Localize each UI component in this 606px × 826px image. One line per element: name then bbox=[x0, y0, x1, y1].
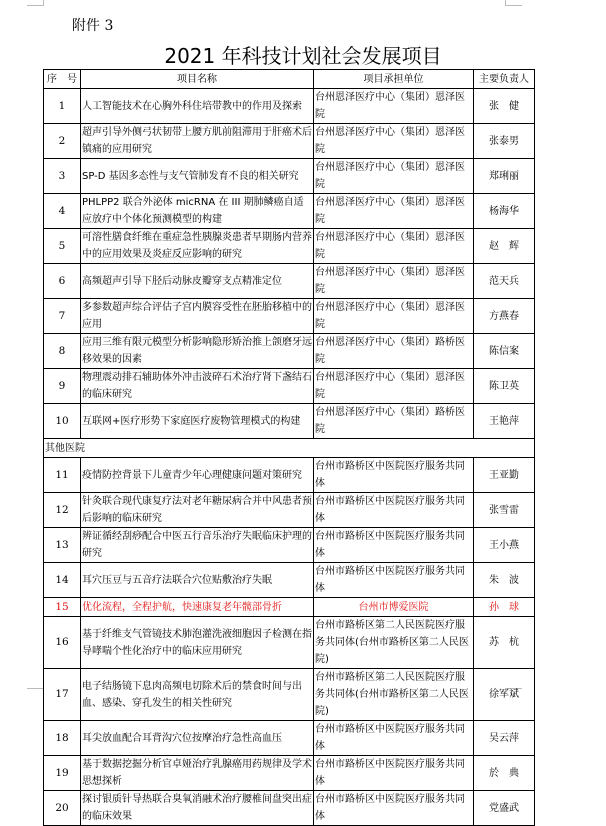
project-lead: 苏 杭 bbox=[474, 617, 535, 669]
table-row bbox=[44, 721, 535, 756]
project-lead: 党盛武 bbox=[474, 791, 535, 826]
row-number: 2 bbox=[44, 124, 81, 159]
project-lead: 方燕春 bbox=[474, 299, 535, 334]
project-unit: 台州市路桥区中医院医疗服务共同体 bbox=[314, 493, 474, 528]
project-lead: 孙 球 bbox=[474, 598, 535, 617]
project-lead: 陈卫英 bbox=[474, 369, 535, 404]
project-name: PHLPP2 联合外泌体 micRNA 在 III 期肺鳞癌自适应放疗中个体化预测模型的构建 bbox=[81, 194, 314, 229]
project-unit: 台州恩泽医疗中心（集团）恩泽医院 bbox=[314, 124, 474, 159]
table-row bbox=[44, 617, 535, 669]
row-number: 17 bbox=[44, 669, 81, 721]
project-lead: 范天兵 bbox=[474, 264, 535, 299]
project-unit: 台州市路桥区中医院医疗服务共同体 bbox=[314, 721, 474, 756]
table-row bbox=[44, 159, 535, 194]
group-row-other-hospitals bbox=[44, 439, 535, 458]
header-unit: 项目承担单位 bbox=[314, 70, 474, 89]
project-name: 人工智能技术在心胸外科住培带教中的作用及探索 bbox=[81, 89, 314, 124]
row-number: 11 bbox=[44, 458, 81, 493]
project-unit: 台州市路桥区中医院医疗服务共同体 bbox=[314, 528, 474, 563]
project-unit: 台州恩泽医疗中心（集团）路桥医院 bbox=[314, 334, 474, 369]
row-number: 5 bbox=[44, 229, 81, 264]
project-lead: 於 典 bbox=[474, 756, 535, 791]
table-row bbox=[44, 369, 535, 404]
project-unit: 台州市路桥区中医院医疗服务共同体 bbox=[314, 791, 474, 826]
project-lead: 吴云萍 bbox=[474, 721, 535, 756]
page-corner-mark bbox=[505, 0, 522, 6]
project-name: 可溶性膳食纤维在重症急性胰腺炎患者早期肠内营养中的应用效果及炎症反应影响的研究 bbox=[81, 229, 314, 264]
row-number: 4 bbox=[44, 194, 81, 229]
project-name: 基于纤维支气管镜技术肺泡灌洗液细胞因子检测在指导哮喘个性化治疗中的临床应用研究 bbox=[81, 617, 314, 669]
table-row bbox=[44, 493, 535, 528]
project-name: 辨证循经刮痧配合中医五行音乐治疗失眠临床护理的研究 bbox=[81, 528, 314, 563]
project-name: 针灸联合现代康复疗法对老年糖尿病合并中风患者预后影响的临床研究 bbox=[81, 493, 314, 528]
header-lead: 主要负责人 bbox=[474, 70, 535, 89]
project-name: 耳穴压豆与五音疗法联合穴位贴敷治疗失眠 bbox=[81, 563, 314, 598]
table-row bbox=[44, 264, 535, 299]
project-lead: 朱 波 bbox=[474, 563, 535, 598]
project-unit: 台州市路桥区第二人民医院医疗服务共同体(台州市路桥区第二人民医院) bbox=[314, 669, 474, 721]
project-name: 基于数据挖掘分析官卓娅治疗乳腺癌用药规律及学术思想探析 bbox=[81, 756, 314, 791]
project-unit: 台州市路桥区中医院医疗服务共同体 bbox=[314, 563, 474, 598]
project-unit: 台州恩泽医疗中心（集团）恩泽医院 bbox=[314, 299, 474, 334]
project-unit: 台州恩泽医疗中心（集团）恩泽医院 bbox=[314, 229, 474, 264]
table-row bbox=[44, 598, 535, 617]
table-row bbox=[44, 124, 535, 159]
page-corner-mark bbox=[27, 0, 44, 6]
project-lead: 赵 辉 bbox=[474, 229, 535, 264]
table-row bbox=[44, 194, 535, 229]
row-number: 8 bbox=[44, 334, 81, 369]
project-unit: 台州市博爱医院 bbox=[314, 598, 474, 617]
project-name: 疫情防控背景下儿童青少年心理健康问题对策研究 bbox=[81, 458, 314, 493]
table-row bbox=[44, 669, 535, 721]
table-row bbox=[44, 791, 535, 826]
project-name: 应用三维有限元模型分析影响隐形矫治推上颌磨牙远移效果的因素 bbox=[81, 334, 314, 369]
row-number: 14 bbox=[44, 563, 81, 598]
project-name: SP-D 基因多态性与支气管肺发育不良的相关研究 bbox=[81, 159, 314, 194]
row-number: 19 bbox=[44, 756, 81, 791]
row-number: 15 bbox=[44, 598, 81, 617]
row-number: 6 bbox=[44, 264, 81, 299]
project-lead: 王小燕 bbox=[474, 528, 535, 563]
project-lead: 王亚勤 bbox=[474, 458, 535, 493]
project-name: 探讨银质针导热联合臭氧消融术治疗腰椎间盘突出症的临床效果 bbox=[81, 791, 314, 826]
project-unit: 台州恩泽医疗中心（集团）恩泽医院 bbox=[314, 159, 474, 194]
table-row bbox=[44, 756, 535, 791]
row-number: 18 bbox=[44, 721, 81, 756]
project-lead: 徐军斌 bbox=[474, 669, 535, 721]
project-unit: 台州恩泽医疗中心（集团）路桥医院 bbox=[314, 404, 474, 439]
table-row bbox=[44, 334, 535, 369]
table-row bbox=[44, 229, 535, 264]
project-name: 耳尖放血配合耳背沟穴位按摩治疗急性高血压 bbox=[81, 721, 314, 756]
project-lead: 杨海华 bbox=[474, 194, 535, 229]
row-number: 9 bbox=[44, 369, 81, 404]
page-corner-mark bbox=[27, 688, 44, 694]
document-title: 2021 年科技计划社会发展项目 bbox=[164, 44, 442, 68]
project-name: 多参数超声综合评估子宫内膜容受性在胚胎移植中的应用 bbox=[81, 299, 314, 334]
table-row bbox=[44, 458, 535, 493]
project-lead: 陈信案 bbox=[474, 334, 535, 369]
header-seq: 序 号 bbox=[44, 70, 81, 89]
row-number: 20 bbox=[44, 791, 81, 826]
project-name: 超声引导外侧弓状韧带上腰方肌前阻滞用于肝癌术后镇痛的应用研究 bbox=[81, 124, 314, 159]
row-number: 3 bbox=[44, 159, 81, 194]
project-lead: 张泰男 bbox=[474, 124, 535, 159]
project-unit: 台州市路桥区中医院医疗服务共同体 bbox=[314, 458, 474, 493]
project-unit: 台州恩泽医疗中心（集团）恩泽医院 bbox=[314, 89, 474, 124]
row-number: 12 bbox=[44, 493, 81, 528]
project-unit: 台州市路桥区第二人民医院医疗服务共同体(台州市路桥区第二人民医院) bbox=[314, 617, 474, 669]
project-lead: 张雪雷 bbox=[474, 493, 535, 528]
project-unit: 台州恩泽医疗中心（集团）恩泽医院 bbox=[314, 194, 474, 229]
project-name: 电子结肠镜下息肉高频电切除术后的禁食时间与出血、感染、穿孔发生的相关性研究 bbox=[81, 669, 314, 721]
project-unit: 台州市路桥区中医院医疗服务共同体 bbox=[314, 756, 474, 791]
project-lead: 郑琍丽 bbox=[474, 159, 535, 194]
row-number: 13 bbox=[44, 528, 81, 563]
project-name: 优化流程，全程护航，快速康复老年髋部骨折 bbox=[81, 598, 314, 617]
project-unit: 台州恩泽医疗中心（集团）恩泽医院 bbox=[314, 369, 474, 404]
row-number: 10 bbox=[44, 404, 81, 439]
table-row bbox=[44, 563, 535, 598]
row-number: 1 bbox=[44, 89, 81, 124]
table-row bbox=[44, 89, 535, 124]
row-number: 16 bbox=[44, 617, 81, 669]
table-row bbox=[44, 299, 535, 334]
project-lead: 王艳萍 bbox=[474, 404, 535, 439]
header-name: 项目名称 bbox=[81, 70, 314, 89]
project-unit: 台州恩泽医疗中心（集团）恩泽医院 bbox=[314, 264, 474, 299]
project-name: 互联网+医疗形势下家庭医疗废物管理模式的构建 bbox=[81, 404, 314, 439]
attachment-label: 附件 3 bbox=[72, 18, 114, 34]
project-lead: 张 健 bbox=[474, 89, 535, 124]
table-header-row bbox=[44, 70, 535, 89]
project-table bbox=[43, 69, 535, 826]
project-name: 物理震动排石辅助体外冲击波碎石术治疗肾下盏结石的临床研究 bbox=[81, 369, 314, 404]
table-row bbox=[44, 404, 535, 439]
group-label: 其他医院 bbox=[44, 439, 535, 458]
row-number: 7 bbox=[44, 299, 81, 334]
project-name: 高频超声引导下胫后动脉皮瓣穿支点精准定位 bbox=[81, 264, 314, 299]
table-row bbox=[44, 528, 535, 563]
